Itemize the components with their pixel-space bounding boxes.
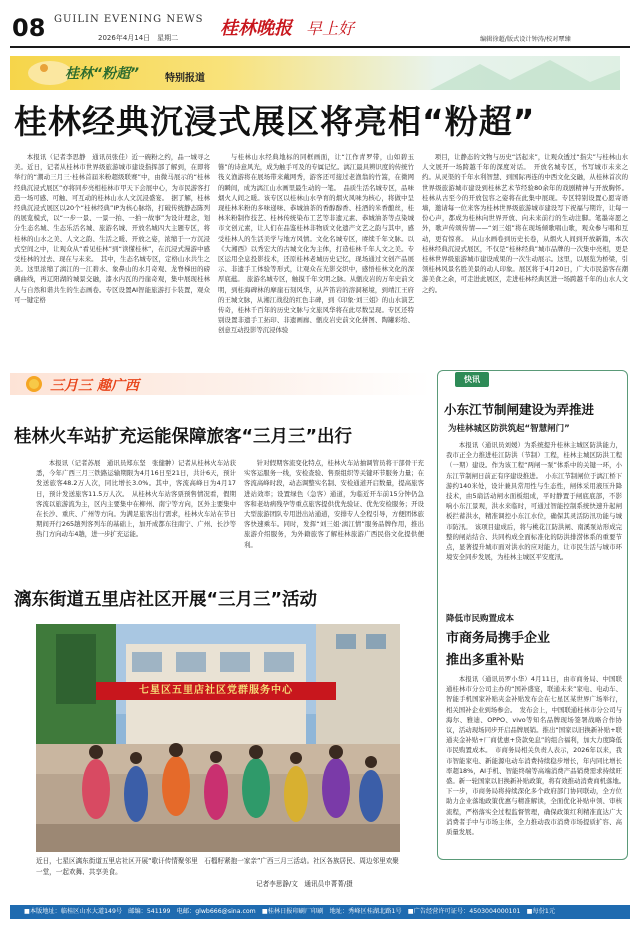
- page-number: 08: [12, 14, 46, 42]
- quick-news-tag: 快讯: [455, 372, 489, 387]
- sidebar-headline-2b: 市商务局携手企业: [446, 631, 551, 646]
- main-headline: 桂林经典沉浸式展区将亮相“粉超”: [14, 102, 536, 141]
- article2-column-1: [36, 458, 236, 578]
- photo-banner-text: 七星区五里店社区党群服务中心: [139, 685, 293, 696]
- paper-english-name: GUILIN EVENING NEWS: [54, 14, 204, 25]
- article1-col2-text: 与桂林山水经典地标的同框画面，让“江作青罗带，山如碧玉簪”的诗意风光，成为触手可及的专属记忆。漓江最具辨识度的传统竹筏义渔游将在展场带来戴网秀，游客还可接过老渔翁的竹篙，在微网的瞬间，成为漓江山水画里最生动的一笔。 品质生活名城专区，品味烟火人间之暖。该专区以桂林山水孕育的烟火风味为核心，将做中呈现桂林米粉的多味递味、恭城油茶的香醇醇香、桂酒的米香酿丝，桂林米粉制作技艺、桂林传统染布工艺等非遗元素、恭城油茶等点染城市文创元素，让人们在品鉴桂林非物质文化遗产文艺之韵与其中，感受桂林人的生活美学与地方风情。文化名城专区，赓续千年文脉。以《大湘西》以秀宏大的古城文化为主体，打造桂林千年人文之美。专区运用全息投影技术，还原桂林老城历史记忆，现场通过文创产品展示、非遗手工体验等形式，让观众在光影交织中，感悟桂林文化的深厚底蕴。 旅游名城专区，触摸千年文明之脉。从甑皮岩的万年史前文明，到桂海碑林的摩崖石刻风华，从芦笛岩的溶洞秘境，到靖江王府的王城文脉，从湘江战役的红色丰碑，到《印象·刘三姐》的山水演艺传奇，桂林千百年的历史文脉与文旅风华将在此尽数呈现。专区还特别设置非遗手工拓印、非遗画廊、甑皮岩史前文化拼图、陶罐彩绘、创意互动投影等沉浸体验: [218, 153, 414, 335]
- article2-col1-text: 本报讯（记者苏展 通讯员郑东坚 张健翀）记者从桂林火车站获悉，今年广西三月三铁路运输期限为4月16日至21日，共计6天，预计发送旅客48.2万人次，同比增长3.0%。其中，客流高峰日为4月17日，预计发送旅客11.5万人次。 从桂林火车站客票预售情况看，假期客流以旅游流为主，区内主要集中在柳州、南宁等方向，区外主要集中在长沙、重庆、广州等方向。为满足旅客出行需求，桂林火车站在节日期间开行265趟列客列车的基础上，加开成都东往南宁、广州、长沙等热门方向动车4趟，进一步扩充运能。: [36, 459, 236, 539]
- issue-date: 2026年4月14日 星期二: [98, 34, 179, 42]
- article1-column-1: [14, 152, 210, 365]
- sidebar-text-1: 本报讯（通讯员刘媛）为系统提升桂林主城区防洪能力，我市正全力推进桂江防洪（节制）工程，桂林主城区防洪工程（一期）建设。作为该工程“两闸一泵”体系中的关键一环，小东江节制闸日前正有序建设推进。 小东江节制闸位于漓江桥下游约140米处，设计兼具常用性与生态性，闸体采用液压升降技术，由5扇活动闸水面板组成，平时静置于闸底底部，不影响小东江景观，洪水来临时，可通过智能控制系统快速升起闸板拦蓄洪水，精准调控小东江水位，确保其灵活防汛功能与城市防汛。 该项目建成后，将与桃花江防洪闸、南溪泵站形成完整的闸站结合、共同构成全面标准化的防洪排涝体系的重要节点，显著提升城市面对洪水的应对能力，让市民生活与城市环境安全同步发展，为桂林主城区平安度汛。: [446, 441, 622, 562]
- sidebar-subhead-1: 为桂林城区防洪筑起“智慧闸门”: [448, 424, 570, 434]
- sidebar-article-1: [446, 440, 622, 600]
- article1-column-3: [422, 152, 628, 365]
- footer-bar: ■本版地址：临桂区山水大道149号 邮编：541199 电邮：glwb666@sina.com ■桂林日报印刷厂印刷 地址：秀峰区桂湖北路1号 ■广告经营许可证号：4503004000101 ■每份1元: [10, 905, 630, 919]
- article2-col2-text: 针对假期客流变化特点，桂林火车站抽调管员将干部骨干充实客运服务一线，安检查验、售票组织等关键环节服务力量；在客流高峰时段，动态调整实名制、安检通道开启数量，提高旅客进站效率；设置绿色（急客）通道，为临近开车前15分钟仍急客和老幼病残孕等重点旅客提供优先验证、优先安检服务；开设大型旅游团队专用进出站通道，安排专人全程引导，方便团体旅客快速乘车。同时，发挥“刘三姐·漓江情”服务品牌作用，推出旅游介绍服务，为外籍旅客了解桂林旅游广西民俗文化提供便利。: [244, 459, 424, 549]
- article2-headline: 桂林火车站扩充运能保障旅客“三月三”出行: [14, 427, 353, 447]
- photo-caption: 近日，七星区漓东街道五里店社区开展“歌讦传情聚邻里 石榴籽紧抱一家亲”广西三月三活动。社区各族居民、周边邻里欢聚一堂，一起欢舞、共享美食。: [36, 857, 399, 876]
- masthead-slogan: 早上好: [306, 19, 355, 38]
- header-rule: [10, 46, 630, 48]
- sidebar-headline-2a: 降低市民购置成本: [446, 614, 515, 624]
- sidebar-article-2: [446, 674, 629, 856]
- community-activity-photo: [36, 624, 400, 852]
- article1-column-2: [218, 152, 414, 365]
- banner-subtitle: 特别报道: [165, 73, 205, 84]
- sidebar-headline-2c: 推出多重补贴: [446, 653, 525, 668]
- article1-col1-text: 本报讯（记者李思静 通讯员张佳）近一碗粉之约，品一城寻之美。近日，记者从桂林市世界级旅游城市建设指挥部了解到，在即将举行的“潮动三月三·桂林首届米粉超级联赛”中，由微马展示的“桂林经典沉浸式展区”亦将同步亮相桂林市甲天下会展中心，为市民游客打造一场可感、可触、可互动的桂林山水人文沉浸盛宴。 据了解，桂林经典沉浸式展区以20个“桂林经典”IP为核心脉络，打破传统静态陈列的展览模式，以“一步一景、一景一拍、一拍一故事”为设计理念，划分生态名城、生态乐活名城、旅游名城、开放名城四大主题专区，将桂林的山水之美、人文之韵、生活之暖、开放之姿，浓缩于一方沉浸式空间之中，让观众从“看见桂林”到“读懂桂林”，在沉浸式漫游中感受桂林的过去、现在与未来。 其中，生态名城专区，定格山水共生之美。这里浓缩了漓江的一江碧水、象鼻山的水月奇观、龙脊梯田的磅礴曲线，再辽阳湖的城景交融，漆水内瓦的丹崖奇观，集中展现桂林人与自然和谐共生的生态画卷。专区设置AI智能旅游打卡装置，观众可一键定格: [14, 153, 210, 304]
- section-title: 三月三 趣广西: [50, 378, 139, 394]
- article2-column-2: [244, 458, 424, 578]
- masthead-logo: 桂林晚报: [220, 18, 292, 39]
- article3-headline: 漓东街道五里店社区开展“三月三”活动: [14, 590, 318, 610]
- editor-credits: 编辑徐超/版式设计钟涛/校对覃臻: [480, 36, 571, 43]
- banner-title: 桂林“粉超”: [65, 66, 140, 82]
- article1-col3-text: 项目，让静态的文物与历史“活起来”，让观众透过“指尖”与桂林山水人文展开一场跨越千年的深度对话。 开放名城专区，书写城市未来之约。从灵渠的千年水利智慧、到国际再连的中西文化交融，从桂林首次的世界级旅游城市建设到桂林艺术节经验80余年的戏剧精神与开放胸怀。桂林从古至今的开放包容之姿将在此集中展现。专区特别设置心愿寄语墙，邀请每一位来客为桂林世界级旅游城市建设写下祝福与期许，让每一份心声，都成为桂林向世界开放、向未来前行的生动注脚。笔墨寄愿之外，歌声传颂传情——“刘三姐”将在现场倾歌唱山歌，观众参与唱和互动，更有惊喜。 从山水画卷到历史长卷，从烟火人间到开放新篇，本次桂林经典沉浸式展区，不仅是“桂林经典”城市品牌的一次集中亮相，更是桂林世界级旅游城市建设成果的一次生动展示。这里，以展览为桥梁，引领桂林风景名胜美景的动人印象。展区将于4月20日，广大市民游客在潮游美食之余，可走进此展区，走进桂林经典区进一场跨越千年的山水人文之约。: [422, 153, 628, 294]
- sidebar-text-2: 本报讯（通讯员罗小华）4月11日，由市商务局、中国联通桂林市分公司主办的“国补盛宴，联通未来”家电、电动车、智能手机国家补贴夹金补贴发布会在七星区某世界广场举行，相关国补企业到场参会。 发布会上，中国联通桂林市分公司与海尔、雅迪、OPPO、vivo等知名品牌现场签署战略合作协议，活动现场同步开启品牌展销。推出“国家以旧换新补贴+联通夹金补贴+厂商优惠+贷款免息”的组合福利，加大力度降低市民购置成本。 市商务局相关负责人表示，2026年以来，我市智能家电、新能源电动车消费持续稳步增长，年内同比增长率超18%，AI手机、智能终端等高端消费产品销费需求持续旺盛。新一轮国家以旧换新补贴政策，将有效推动消费商机落地。 下一步，市商务局将持续深化多个政府部门协同联动，全方位助力企业落地政策优惠与精准解读，全面优化补贴申领、审核流程，严格落实全过程监督管理，确保政策红利精准直达广大消费者手中与市场主体，全力推动我市消费市场提质扩容、高质量发展。: [446, 675, 629, 837]
- photo-byline: 记者李思静/文 通讯员申菁菁/摄: [256, 880, 353, 888]
- dance-photo-illustration: [36, 624, 400, 852]
- sidebar-headline-1: 小东江节制闸建设为弄推进: [444, 402, 595, 417]
